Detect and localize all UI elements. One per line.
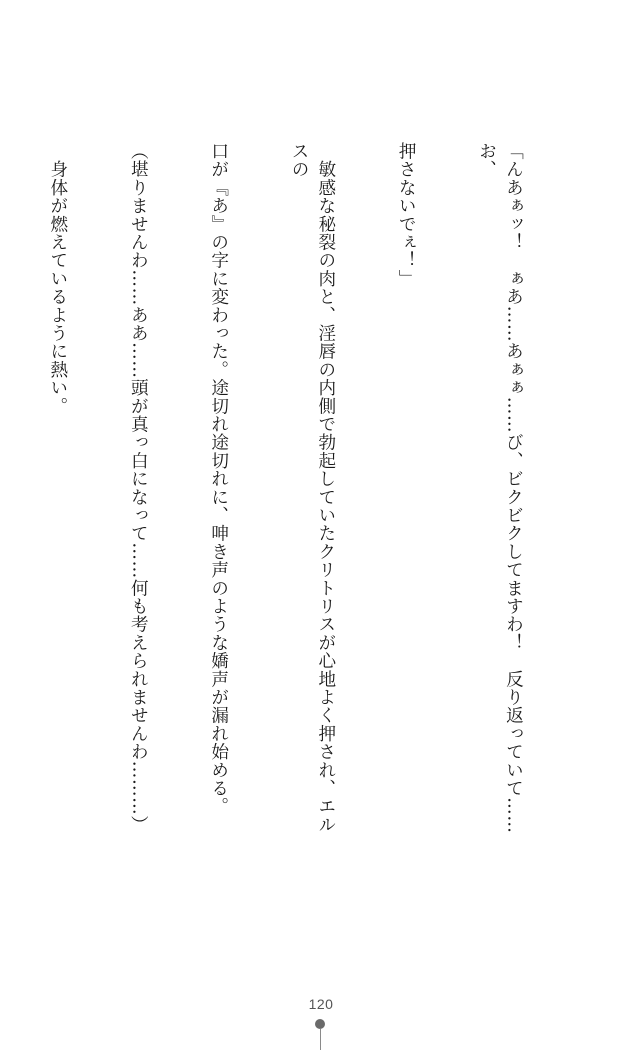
text-line-6: 身体が燃えているように熱い。 — [47, 142, 68, 415]
novel-text-column — [47, 142, 580, 850]
page-marker-line — [320, 1029, 321, 1050]
page-marker-dot-icon — [315, 1019, 325, 1029]
text-line-5: （堪りませんわ……ああ……頭が真っ白になって……何も考えられませんわ………） — [128, 142, 149, 834]
page-number: 120 — [308, 996, 334, 1012]
text-line-1: 「んあぁッ！ ぁあ……あぁぁ……び、ビクビクしてますわ！ 反り返っていて……お、 — [476, 142, 524, 834]
text-line-3: 敏感な秘裂の肉と、淫唇の内側で勃起していたクリトリスが心地よく押され、エルスの — [289, 142, 336, 834]
text-line-2: 押さないでぇ！」 — [396, 142, 417, 288]
text-line-4: 口が『あ』の字に変わった。途切れ途切れに、呻き声のような嬌声が漏れ始める。 — [208, 142, 229, 816]
